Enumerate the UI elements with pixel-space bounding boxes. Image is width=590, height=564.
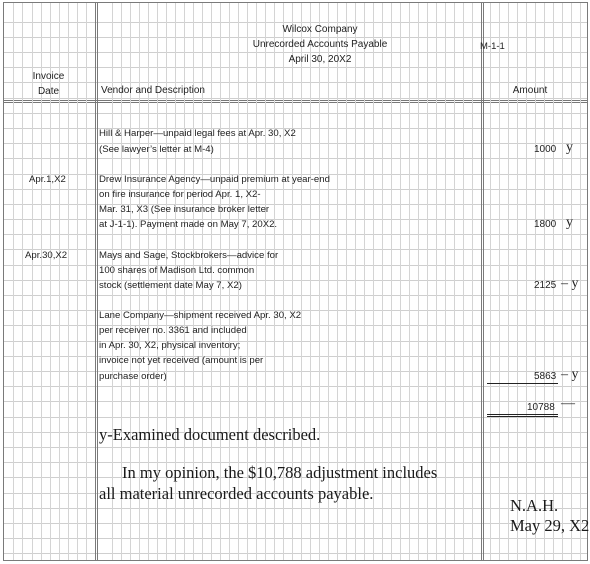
entry-2-line-3: Mar. 31, X3 (See insurance broker letter [99,204,270,215]
entry-3-line-1: Mays and Sage, Stockbrokers—advice for [99,250,279,261]
entry-2-amount: 1800 [534,219,557,230]
tickmark-legend: y-Examined document described. [99,425,321,444]
entry-3-amount: 2125 [534,280,557,291]
entry-3-tick-mark: – y [561,276,579,291]
sign-off-date: May 29, X2 [510,516,590,535]
entry-4-tick-mark: – y [561,367,579,382]
entry-3-line-2: 100 shares of Madison Ltd. common [99,265,255,276]
entry-3-line-3: stock (settlement date May 7, X2) [99,280,242,291]
entry-1-tick-mark: y [566,140,573,155]
entry-3-date: Apr.30,X2 [25,250,68,261]
entry-4-line-1: Lane Company—shipment received Apr. 30, X2 [99,310,302,321]
workpaper-reference: M-1-1 [480,41,505,52]
schedule-title: Unrecorded Accounts Payable [252,39,388,50]
vendor-description-header: Vendor and Description [101,85,205,96]
entry-1-amount: 1000 [534,144,557,155]
total-mark: — [561,396,575,411]
entry-4-amount: 5863 [534,371,557,382]
opinion-line-1: In my opinion, the $10,788 adjustment includes [122,463,438,482]
schedule-date: April 30, 20X2 [288,54,352,65]
entry-4-line-4: invoice not yet received (amount is per [99,355,264,366]
invoice-date-header-line2: Date [37,86,60,97]
company-name: Wilcox Company [282,24,358,35]
preparer-initials: N.A.H. [510,496,559,515]
entry-4-line-5: purchase order) [99,371,167,382]
opinion-line-2: all material unrecorded accounts payable. [99,484,374,503]
entry-1-line-2: (See lawyer’s letter at M-4) [99,144,214,155]
entry-2-line-4: at J-1-1). Payment made on May 7, 20X2. [99,219,278,230]
entry-4-line-3: in Apr. 30, X2, physical inventory; [99,340,241,351]
entry-2-tick-mark: y [566,215,573,230]
total-amount: 10788 [527,402,555,413]
entry-1-line-1: Hill & Harper—unpaid legal fees at Apr. 30, X2 [99,128,296,139]
entry-2-line-2: on fire insurance for period Apr. 1, X2- [99,189,261,200]
entry-4-line-2: per receiver no. 3361 and included [99,325,247,336]
entry-2-line-1: Drew Insurance Agency—unpaid premium at year-end [99,174,330,185]
entry-2-date: Apr.1,X2 [29,174,66,185]
invoice-date-header-line1: Invoice [32,71,65,82]
amount-header: Amount [512,85,548,96]
